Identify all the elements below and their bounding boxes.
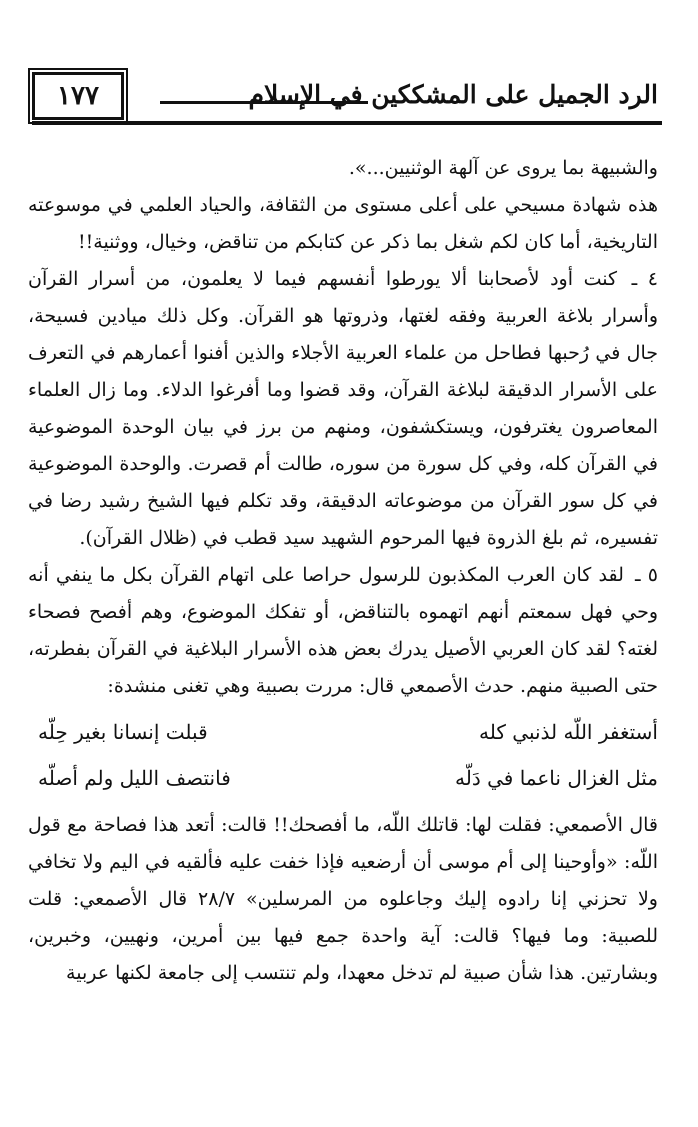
poem [28, 709, 658, 801]
paragraph-asmai-story: قال الأصمعي: فقلت لها: قاتلك اللّه، ما أفصحك!! قالت: أتعد هذا فصاحة مع قول اللّه: «وأوحينا إلى أم موسى أن أرضعيه فإذا خفت عليه فألقيه في اليم ولا تخافي ولا تحزني إنا رادوه إليك وجاعلوه من المرسلين» ٢٨/٧ قال الأصمعي: قلت للصبية: وما فيها؟ قالت: آية واحدة جمع فيها بين أمرين، ونهيين، وخبرين، وبشارتين. هذا شأن صبية لم تدخل معهدا، ولم تنتسب إلى جامعة لكنها عربية [28, 814, 658, 984]
numbered-item-4 [28, 261, 658, 557]
poem-line-2-second-hemistich: فانتصف الليل ولم أصلّه [38, 766, 231, 790]
page-header [0, 0, 698, 135]
running-title: الرد الجميل على المشككين في الإسلام [248, 80, 658, 109]
page-number-box [32, 72, 124, 120]
item-text-5: لقد كان العرب المكذبون للرسول حراصا على اتهام القرآن بكل ما ينفي أنه وحي فهل سمعتم أنهم اتهموه بالتناقض، أو تفكك الموضوع، وهم أفصح فصحاء لغته؟ لقد كان العربي الأصيل يدرك بعض هذه الأسرار البلاغية في القرآن بفطرته، حتى الصبية منهم. حدث الأصمعي قال: مررت بصبية وهي تغنى منشدة: [28, 564, 658, 697]
paragraph-continuation: والشبيهة بما يروى عن آلهة الوثنيين...». [348, 157, 658, 179]
item-number-5: ٥ ـ [635, 564, 658, 586]
poem-line-1-second-hemistich: قبلت إنسانا بغير حِلّه [38, 720, 208, 744]
page-number: ١٧٧ [57, 81, 99, 111]
poem-line-2-first-hemistich: مثل الغزال ناعما في دَلّه [455, 766, 658, 790]
poem-line-1-first-hemistich: أستغفر اللّه لذنبي كله [479, 720, 658, 744]
poem-line-2 [28, 755, 658, 801]
header-long-rule [32, 121, 662, 125]
poem-line-1 [28, 709, 658, 755]
item-number-4: ٤ ـ [631, 268, 658, 290]
numbered-item-5 [28, 557, 658, 705]
paragraph-testimony: هذه شهادة مسيحي على أعلى مستوى من الثقافة، والحياد العلمي في موسوعته التاريخية، أما كان لكم شغل بما ذكر عن كتابكم من تناقض، وخيال، ووثنية!! [28, 194, 658, 253]
page-body [28, 150, 658, 992]
item-text-4: كنت أود لأصحابنا ألا يورطوا أنفسهم فيما لا يعلمون، من أسرار القرآن وأسرار بلاغة العربية وفقه لغتها، وذروتها هو القرآن. وكل ذلك ميادين فسيحة، جال في رُحبها فطاحل من علماء العربية الأجلاء والذين أفنوا أعمارهم في التعرف على الأسرار الدقيقة لبلاغة القرآن، وقد قضوا وما أفرغوا الدلاء. وما زال العلماء المعاصرون يغترفون، ويستكشفون، ومنهم من برز في بيان الوحدة الموضوعية في القرآن كله، وفي كل سورة من سوره، طالت أم قصرت. والوحدة الموضوعية في كل سور القرآن من موضوعاته الدقيقة، وقد تكلم فيها الشيخ رشيد رضا في تفسيره، ثم بلغ الذروة فيها المرحوم الشهيد سيد قطب في (ظلال القرآن). [28, 268, 658, 549]
